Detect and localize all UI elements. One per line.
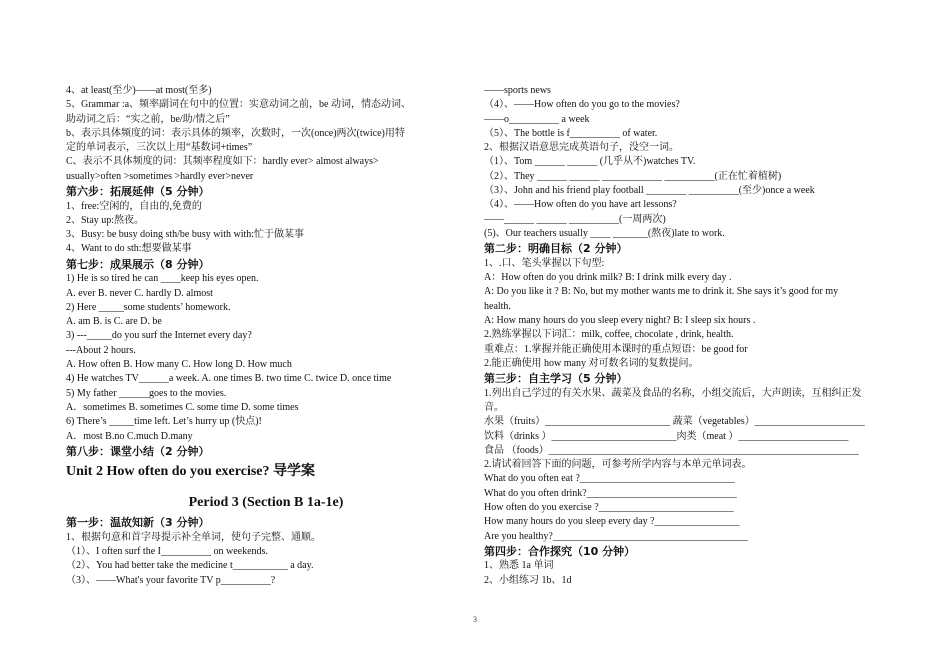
text-line: 定的单词表示，三次以上用“基数词+times”: [66, 142, 253, 154]
text-line: 1、.口、笔头掌握以下句型:: [484, 257, 605, 269]
text-line: （2）、They ______ ______ ____________ __________(正在忙着植树): [484, 170, 782, 182]
text-line: （3）、John and his friend play football ________ __________(至少)once a week: [484, 185, 815, 197]
text-line: What do you often drink?______________________________: [484, 487, 737, 499]
text-line: （5）、The bottle is f__________ of water.: [484, 127, 658, 139]
text-line: A：How often do you drink milk? B: I drink milk every day .: [484, 272, 732, 284]
text-line: How many hours do you sleep every day ?_________________: [484, 516, 740, 528]
text-line: 重难点：1.掌握并能正确使用本课时的重点短语：be good for: [484, 343, 748, 355]
text-line: （1）、I often surf the I__________ on weekends.: [66, 546, 268, 558]
text-line: 2、小组练习 1b、1d: [484, 574, 572, 586]
section-heading: 第一步：温故知新（3 分钟）: [66, 516, 210, 530]
text-line: (5)、Our teachers usually ____ _______(熬夜)late to work.: [484, 227, 725, 239]
text-line: A．most B.no C.much D.many: [66, 430, 193, 442]
text-line: A. am B. is C. are D. be: [66, 316, 162, 328]
text-line: C、表示不具体频度的词：其频率程度如下：hardly ever> almost always>: [66, 156, 379, 168]
text-line: A. How often B. How many C. How long D. How much: [66, 359, 292, 371]
text-line: （4）、——How often do you go to the movies?: [484, 99, 680, 111]
text-line: 助动词之后：“实之前，be/助/情之后”: [66, 113, 230, 125]
section-heading: 第七步：成果展示（8 分钟）: [66, 257, 210, 271]
left-column: [66, 84, 466, 588]
text-line: 4) He watches TV______a week. A. one times B. two time C. twice D. once time: [66, 373, 392, 385]
text-line: usually>often >sometimes >hardly ever>never: [66, 170, 254, 182]
text-line: 2、Stay up:熬夜。: [66, 214, 145, 226]
text-line: 水果（fruits）_________________________ 蔬菜（vegetables）______________________: [484, 416, 865, 428]
document-title: Unit 2 How often do you exercise? 导学案: [66, 464, 315, 480]
text-line: 2.熟练掌握以下词汇：milk, coffee, chocolate , drink, health.: [484, 329, 734, 341]
text-line: ——sports news: [484, 85, 551, 96]
text-line: 5、Grammar :a、频率副词在句中的位置：实意动词之前，be 动词，情态动词、: [66, 99, 411, 111]
text-line: 2) Here _____some students’ homework.: [66, 301, 231, 313]
text-line: ——______ ______ __________(一周两次): [484, 213, 666, 225]
section-heading: 第二步：明确目标（2 分钟）: [484, 242, 628, 256]
section-heading: 第三步：自主学习（5 分钟）: [484, 372, 628, 386]
text-line: 2、根据汉语意思完成英语句子，没空一词。: [484, 142, 679, 154]
text-line: 音。: [484, 401, 504, 413]
right-column: [484, 84, 886, 588]
text-line: A．sometimes B. sometimes C. some time D. some times: [66, 401, 299, 413]
text-line: A: Do you like it ? B: No, but my mother wants me to drink it. She says it’s good for my: [484, 286, 839, 298]
text-line: （4）、——How often do you have art lessons?: [484, 199, 677, 211]
text-line: ---About 2 hours.: [66, 344, 136, 356]
text-line: 4、Want to do sth:想要做某事: [66, 243, 192, 255]
page-number: 3: [473, 615, 477, 624]
text-line: （2）、You had better take the medicine t___________ a day.: [66, 560, 314, 572]
text-line: （1）、Tom ______ ______ (几乎从不)watches TV.: [484, 156, 696, 168]
section-heading: 第六步：拓展延伸（5 分钟）: [66, 185, 210, 199]
text-line: 3、Busy: be busy doing sth/be busy with with:忙于做某事: [66, 229, 305, 241]
text-line: Are you healthy?_______________________________________: [484, 530, 748, 542]
text-line: 1、熟悉 1a 单词: [484, 560, 554, 572]
text-line: 6) There’s _____time left. Let’s hurry up (快点)!: [66, 416, 262, 428]
text-line: ——o__________ a week: [484, 113, 590, 125]
text-line: 3) ---_____do you surf the Internet every day?: [66, 330, 252, 342]
text-line: （3）、——What's your favorite TV p__________?: [66, 574, 276, 586]
section-heading: 第八步：课堂小结（2 分钟）: [66, 444, 210, 458]
text-line: What do you often eat ?_______________________________: [484, 473, 735, 485]
text-line: 1.列出自己学过的有关水果、蔬菜及食品的名称，小组交流后，大声朗读，互相纠正发: [484, 387, 862, 399]
text-line: 1) He is so tired he can ____keep his eyes open.: [66, 273, 259, 285]
section-heading: 第四步：合作探究（10 分钟）: [484, 544, 636, 558]
text-line: A. ever B. never C. hardly D. almost: [66, 287, 213, 299]
text-line: 1、根据句意和首字母提示补全单词，使句子完整、通顺。: [66, 531, 321, 543]
text-line: health.: [484, 300, 511, 312]
text-line: 2.能正确使用 how many 对可数名词的复数提问。: [484, 357, 699, 369]
text-line: A: How many hours do you sleep every night? B: I sleep six hours .: [484, 314, 756, 326]
text-line: 4、at least(至少)——at most(至多): [66, 85, 212, 96]
text-line: 饮料（drinks ）_________________________肉类（meat ）______________________: [484, 430, 849, 442]
text-line: 1、free:空闲的，自由的,免费的: [66, 200, 202, 212]
text-line: 5) My father ______goes to the movies.: [66, 387, 227, 399]
text-line: 食品 （foods）______________________________________________________________: [484, 444, 859, 456]
text-line: How often do you exercise ?___________________________: [484, 502, 734, 514]
text-line: b、表示具体频度的词：表示具体的频率，次数时，一次(once)两次(twice)用特: [66, 127, 405, 139]
text-line: 2.请试着回答下面的问题，可参考所学内容与本单元单词表。: [484, 459, 752, 471]
period-title: Period 3 (Section B 1a-1e): [188, 495, 344, 511]
